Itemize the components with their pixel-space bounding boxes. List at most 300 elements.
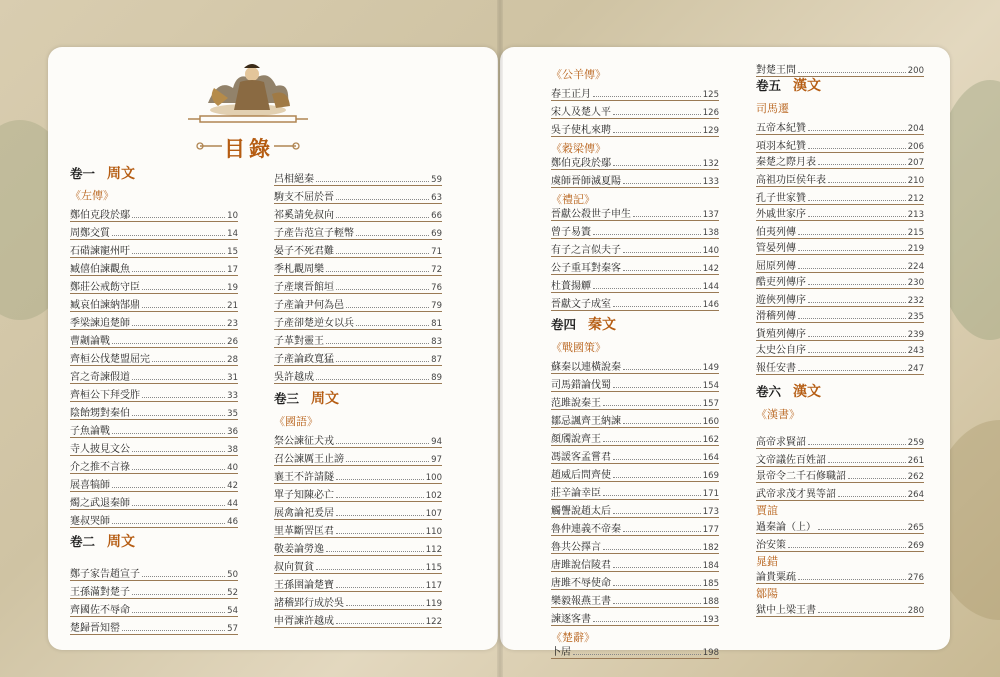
- row-rule: [274, 591, 442, 592]
- toc-entry[interactable]: [756, 359, 924, 374]
- row-rule: [756, 220, 924, 221]
- row-rule: [70, 311, 238, 312]
- toc-entry[interactable]: [756, 601, 924, 616]
- dot-leader: [336, 216, 429, 218]
- toc-entry[interactable]: [274, 188, 442, 203]
- toc-entry[interactable]: [70, 350, 238, 365]
- toc-entry[interactable]: [274, 576, 442, 591]
- page-number: 140: [702, 246, 719, 256]
- toc-entry[interactable]: [70, 242, 238, 257]
- toc-entry[interactable]: [70, 278, 238, 293]
- row-rule: [70, 634, 238, 635]
- toc-entry[interactable]: [70, 206, 238, 221]
- page-number: 182: [702, 543, 719, 553]
- toc-entry[interactable]: [551, 466, 719, 481]
- row-rule: [274, 483, 442, 484]
- section-heading: 賈誼: [756, 504, 778, 517]
- section-heading: 《公羊傳》: [551, 68, 606, 81]
- row-rule: [551, 136, 719, 137]
- volume-number: 卷一: [70, 166, 96, 181]
- toc-entry[interactable]: [551, 259, 719, 274]
- row-rule: [274, 293, 442, 294]
- row-rule: [551, 535, 719, 536]
- toc-entry[interactable]: [274, 332, 442, 347]
- toc-entry[interactable]: [274, 206, 442, 221]
- entry-title: 高祖功臣侯年表: [756, 175, 826, 186]
- volume-number: 卷六: [756, 384, 782, 399]
- title-illustration: [178, 58, 318, 168]
- row-rule: [551, 373, 719, 374]
- volume-era: 漢文: [793, 384, 822, 400]
- page-number: 210: [907, 176, 924, 186]
- dot-leader: [798, 233, 906, 235]
- row-rule: [70, 455, 238, 456]
- section-heading: 鄒陽: [756, 587, 778, 600]
- row-rule: [551, 499, 719, 500]
- dot-leader: [132, 324, 225, 326]
- entry-title: 報任安書: [756, 363, 796, 374]
- dot-leader: [336, 478, 424, 480]
- page-number: 31: [227, 373, 238, 383]
- toc-entry[interactable]: [70, 386, 238, 401]
- entry-title: 鄭伯克段於鄢: [70, 210, 130, 221]
- toc-entry[interactable]: [274, 558, 442, 573]
- page-number: 28: [227, 355, 238, 365]
- entry-title: 虞師晉師滅夏陽: [551, 176, 621, 187]
- toc-entry[interactable]: [551, 430, 719, 445]
- toc-entry[interactable]: [70, 260, 238, 275]
- entry-title: 文帝議佐百姓詔: [756, 455, 826, 466]
- dot-leader: [623, 182, 701, 184]
- dot-leader: [142, 575, 225, 577]
- toc-entry[interactable]: [551, 358, 719, 373]
- toc-entry[interactable]: [756, 291, 924, 306]
- section-heading: 《國語》: [274, 415, 318, 428]
- toc-entry[interactable]: [756, 223, 924, 238]
- toc-entry[interactable]: [756, 341, 924, 356]
- toc-entry[interactable]: [551, 241, 719, 256]
- entry-title: 子革對靈王: [274, 336, 324, 347]
- page-number: 200: [907, 66, 924, 76]
- toc-entry[interactable]: [756, 273, 924, 288]
- entry-title: 有子之言似夫子: [551, 245, 621, 256]
- dot-leader: [808, 443, 906, 445]
- row-rule: [551, 607, 719, 608]
- entry-title: 屈原列傳: [756, 261, 796, 272]
- toc-entry[interactable]: [551, 376, 719, 391]
- page-number: 185: [702, 579, 719, 589]
- page-number: 129: [702, 126, 719, 136]
- toc-entry[interactable]: [70, 224, 238, 239]
- page-number: 14: [227, 229, 238, 239]
- entry-title: 酷吏列傳序: [756, 277, 806, 288]
- toc-entry[interactable]: [551, 574, 719, 589]
- toc-entry[interactable]: [274, 612, 442, 627]
- entry-title: 子產卻楚逆女以兵: [274, 318, 354, 329]
- row-rule: [756, 374, 924, 375]
- toc-entry[interactable]: [274, 242, 442, 257]
- dot-leader: [326, 342, 429, 344]
- entry-title: 子產壞晉館垣: [274, 282, 334, 293]
- toc-entry[interactable]: [756, 61, 924, 76]
- dot-leader: [152, 360, 225, 362]
- page-number: 94: [431, 437, 442, 447]
- section-heading: 晁錯: [756, 555, 778, 568]
- toc-entry[interactable]: [274, 594, 442, 609]
- page-number: 259: [907, 438, 924, 448]
- page-number: 138: [702, 228, 719, 238]
- toc-entry[interactable]: [274, 296, 442, 311]
- entry-title: 子產告范宣子輕幣: [274, 228, 354, 239]
- toc-entry[interactable]: [551, 277, 719, 292]
- toc-entry[interactable]: [551, 484, 719, 499]
- entry-title: 諸稽郢行成於吳: [274, 598, 344, 609]
- toc-entry[interactable]: [70, 458, 238, 473]
- row-rule: [551, 409, 719, 410]
- toc-entry[interactable]: [274, 224, 442, 239]
- section-heading: 司馬遷: [756, 102, 789, 115]
- volume-heading: [756, 75, 821, 95]
- dot-leader: [818, 611, 906, 613]
- dot-leader: [132, 504, 225, 506]
- row-rule: [551, 463, 719, 464]
- dot-leader: [336, 442, 429, 444]
- toc-entry[interactable]: [70, 314, 238, 329]
- toc-entry[interactable]: [551, 121, 719, 136]
- entry-title: 景帝令二千石修職詔: [756, 471, 846, 482]
- toc-entry[interactable]: [756, 307, 924, 322]
- entry-title: 論貴粟疏: [756, 572, 796, 583]
- dot-leader: [848, 477, 906, 479]
- toc-entry[interactable]: [551, 448, 719, 463]
- entry-title: 石碏諫寵州吁: [70, 246, 130, 257]
- entry-title: 齊國佐不辱命: [70, 605, 130, 616]
- row-rule: [70, 239, 238, 240]
- toc-entry[interactable]: [551, 394, 719, 409]
- page-number: 173: [702, 507, 719, 517]
- dot-leader: [132, 414, 225, 416]
- page-number: 42: [227, 481, 238, 491]
- toc-entry[interactable]: [756, 257, 924, 272]
- page-number: 207: [907, 158, 924, 168]
- row-rule: [756, 551, 924, 552]
- row-rule: [756, 356, 924, 357]
- row-rule: [274, 609, 442, 610]
- toc-entry[interactable]: [551, 520, 719, 535]
- toc-entry[interactable]: [70, 476, 238, 491]
- dot-leader: [788, 546, 906, 548]
- page-number: 122: [425, 617, 442, 627]
- section-heading: 《禮記》: [551, 193, 595, 206]
- dot-leader: [623, 269, 701, 271]
- toc-entry[interactable]: [551, 172, 719, 187]
- page-number: 57: [227, 624, 238, 634]
- row-rule: [70, 616, 238, 617]
- entry-title: 晉獻文子成室: [551, 299, 611, 310]
- volume-heading: [551, 314, 616, 334]
- entry-title: 武帝求茂才異等詔: [756, 489, 836, 500]
- dot-leader: [798, 71, 906, 73]
- volume-number: 卷五: [756, 78, 782, 93]
- page-number: 81: [431, 319, 442, 329]
- dot-leader: [316, 568, 424, 570]
- toc-entry[interactable]: [70, 512, 238, 527]
- row-rule: [274, 257, 442, 258]
- entry-title: 觸讋說趙太后: [551, 506, 611, 517]
- row-rule: [756, 134, 924, 135]
- entry-title: 單子知陳必亡: [274, 490, 334, 501]
- toc-entry[interactable]: [70, 332, 238, 347]
- dot-leader: [336, 532, 424, 534]
- page-number: 132: [702, 159, 719, 169]
- toc-entry[interactable]: [551, 223, 719, 238]
- page-number: 23: [227, 319, 238, 329]
- row-rule: [70, 598, 238, 599]
- row-rule: [551, 187, 719, 188]
- dot-leader: [613, 458, 701, 460]
- row-rule: [756, 448, 924, 449]
- page-number: 40: [227, 463, 238, 473]
- dot-leader: [828, 181, 906, 183]
- entry-title: 子產論尹何為邑: [274, 300, 344, 311]
- entry-title: 周鄭交質: [70, 228, 110, 239]
- toc-entry[interactable]: [756, 153, 924, 168]
- toc-entry[interactable]: [274, 450, 442, 465]
- dot-leader: [112, 522, 225, 524]
- toc-entry[interactable]: [551, 556, 719, 571]
- entry-title: 蹇叔哭師: [70, 516, 110, 527]
- row-rule: [274, 311, 442, 312]
- toc-entry[interactable]: [756, 451, 924, 466]
- page-number: 19: [227, 283, 238, 293]
- dot-leader: [336, 586, 424, 588]
- toc-entry[interactable]: [70, 565, 238, 580]
- toc-entry[interactable]: [70, 368, 238, 383]
- entry-title: 敬姜論勞逸: [274, 544, 324, 555]
- toc-entry[interactable]: [274, 260, 442, 275]
- toc-entry[interactable]: [551, 205, 719, 220]
- page-number: 276: [907, 573, 924, 583]
- dot-leader: [336, 288, 429, 290]
- dot-leader: [808, 283, 906, 285]
- entry-title: 宮之奇諫假道: [70, 372, 130, 383]
- toc-entry[interactable]: [274, 522, 442, 537]
- toc-entry[interactable]: [551, 643, 719, 658]
- dot-leader: [798, 267, 906, 269]
- toc-entry[interactable]: [274, 468, 442, 483]
- dot-leader: [603, 440, 701, 442]
- entry-title: 王孫滿對楚子: [70, 587, 130, 598]
- toc-entry[interactable]: [274, 504, 442, 519]
- page-number: 232: [907, 296, 924, 306]
- dot-leader: [623, 422, 701, 424]
- toc-entry[interactable]: [551, 103, 719, 118]
- dot-leader: [132, 216, 225, 218]
- page-number: 100: [425, 473, 442, 483]
- row-rule: [551, 481, 719, 482]
- row-rule: [70, 329, 238, 330]
- dot-leader: [593, 620, 701, 622]
- page-number: 33: [227, 391, 238, 401]
- entry-title: 鄭子家告趙宣子: [70, 569, 140, 580]
- page-number: 97: [431, 455, 442, 465]
- entry-title: 齊桓公伐楚盟屈完: [70, 354, 150, 365]
- toc-entry[interactable]: [274, 486, 442, 501]
- row-rule: [70, 383, 238, 384]
- entry-title: 司馬錯論伐蜀: [551, 380, 611, 391]
- row-rule: [274, 465, 442, 466]
- row-rule: [551, 256, 719, 257]
- entry-title: 治安策: [756, 540, 786, 551]
- dot-leader: [613, 602, 701, 604]
- page-number: 59: [431, 175, 442, 185]
- page-number: 144: [702, 282, 719, 292]
- row-rule: [551, 427, 719, 428]
- row-rule: [551, 310, 719, 311]
- toc-entry[interactable]: [551, 502, 719, 517]
- entry-title: 獄中上梁王書: [756, 605, 816, 616]
- page-number: 79: [431, 301, 442, 311]
- toc-entry[interactable]: [274, 170, 442, 185]
- entry-title: 鄒忌諷齊王納諫: [551, 416, 621, 427]
- row-rule: [551, 100, 719, 101]
- section-heading: 《漢書》: [756, 408, 800, 421]
- toc-entry[interactable]: [274, 432, 442, 447]
- page-number: 66: [431, 211, 442, 221]
- toc-entry[interactable]: [551, 538, 719, 553]
- dot-leader: [623, 251, 701, 253]
- page-number: 265: [907, 523, 924, 533]
- entry-title: 遊俠列傳序: [756, 295, 806, 306]
- dot-leader: [132, 270, 225, 272]
- dot-leader: [808, 301, 906, 303]
- entry-title: 襄王不許請隧: [274, 472, 334, 483]
- toc-entry[interactable]: [70, 296, 238, 311]
- toc-entry[interactable]: [274, 278, 442, 293]
- toc-entry[interactable]: [274, 540, 442, 555]
- row-rule: [551, 220, 719, 221]
- toc-entry[interactable]: [274, 368, 442, 383]
- dot-leader: [593, 233, 701, 235]
- row-rule: [274, 537, 442, 538]
- dot-leader: [112, 342, 225, 344]
- dot-leader: [798, 369, 906, 371]
- entry-title: 公子重耳對秦客: [551, 263, 621, 274]
- row-rule: [551, 292, 719, 293]
- entry-title: 五帝本紀贊: [756, 123, 806, 134]
- dot-leader: [798, 249, 906, 251]
- dot-leader: [828, 461, 906, 463]
- toc-entry[interactable]: [756, 518, 924, 533]
- page-number: 224: [907, 262, 924, 272]
- page-number: 133: [702, 177, 719, 187]
- page-number: 239: [907, 330, 924, 340]
- toc-entry[interactable]: [756, 433, 924, 448]
- page-number: 177: [702, 525, 719, 535]
- page-number: 146: [702, 300, 719, 310]
- row-rule: [70, 365, 238, 366]
- toc-entry[interactable]: [70, 404, 238, 419]
- toc-entry[interactable]: [756, 239, 924, 254]
- dot-leader: [336, 252, 429, 254]
- entry-title: 唐雎不辱使命: [551, 578, 611, 589]
- toc-entry[interactable]: [70, 440, 238, 455]
- toc-entry[interactable]: [551, 295, 719, 310]
- toc-entry[interactable]: [756, 171, 924, 186]
- page-number: 264: [907, 490, 924, 500]
- row-rule: [70, 527, 238, 528]
- page-number: 71: [431, 247, 442, 257]
- row-rule: [70, 293, 238, 294]
- row-rule: [274, 501, 442, 502]
- toc-entry[interactable]: [756, 467, 924, 482]
- toc-entry[interactable]: [274, 314, 442, 329]
- page-number: 35: [227, 409, 238, 419]
- toc-entry[interactable]: [756, 536, 924, 551]
- toc-entry[interactable]: [756, 119, 924, 134]
- row-rule: [70, 221, 238, 222]
- toc-entry[interactable]: [551, 154, 719, 169]
- page-number: 117: [425, 581, 442, 591]
- dot-leader: [613, 566, 701, 568]
- dot-leader: [326, 550, 424, 552]
- toc-entry[interactable]: [551, 412, 719, 427]
- volume-era: 漢文: [793, 78, 822, 94]
- toc-entry[interactable]: [756, 325, 924, 340]
- volume-heading: [756, 381, 821, 401]
- page-number: 102: [425, 491, 442, 501]
- dot-leader: [593, 287, 701, 289]
- row-rule: [756, 288, 924, 289]
- entry-title: 吳許越成: [274, 372, 314, 383]
- page-number: 83: [431, 337, 442, 347]
- page-number: 261: [907, 456, 924, 466]
- toc-entry[interactable]: [756, 205, 924, 220]
- page-number: 125: [702, 90, 719, 100]
- entry-title: 項羽本紀贊: [756, 141, 806, 152]
- toc-entry[interactable]: [70, 494, 238, 509]
- dot-leader: [613, 131, 701, 133]
- page-number: 219: [907, 244, 924, 254]
- row-rule: [70, 580, 238, 581]
- entry-title: 鄭莊公戒飭守臣: [70, 282, 140, 293]
- dot-leader: [346, 460, 429, 462]
- toc-entry[interactable]: [70, 601, 238, 616]
- toc-entry[interactable]: [756, 485, 924, 500]
- page-number: 235: [907, 312, 924, 322]
- entry-title: 祁奚請免叔向: [274, 210, 334, 221]
- entry-title: 范雎說秦王: [551, 398, 601, 409]
- toc-entry[interactable]: [756, 137, 924, 152]
- toc-entry[interactable]: [70, 619, 238, 634]
- toc-entry[interactable]: [70, 583, 238, 598]
- toc-entry[interactable]: [756, 568, 924, 583]
- entry-title: 臧哀伯諫納郜鼎: [70, 300, 140, 311]
- toc-entry[interactable]: [551, 85, 719, 100]
- page-number: 36: [227, 427, 238, 437]
- entry-title: 過秦論（上）: [756, 522, 816, 533]
- toc-entry[interactable]: [756, 189, 924, 204]
- entry-title: 顏斶說齊王: [551, 434, 601, 445]
- page-number: 157: [702, 399, 719, 409]
- row-rule: [70, 491, 238, 492]
- toc-entry[interactable]: [551, 610, 719, 625]
- toc-entry[interactable]: [551, 592, 719, 607]
- dot-leader: [142, 288, 225, 290]
- volume-era: 周文: [311, 391, 340, 407]
- toc-entry[interactable]: [70, 422, 238, 437]
- toc-entry[interactable]: [274, 350, 442, 365]
